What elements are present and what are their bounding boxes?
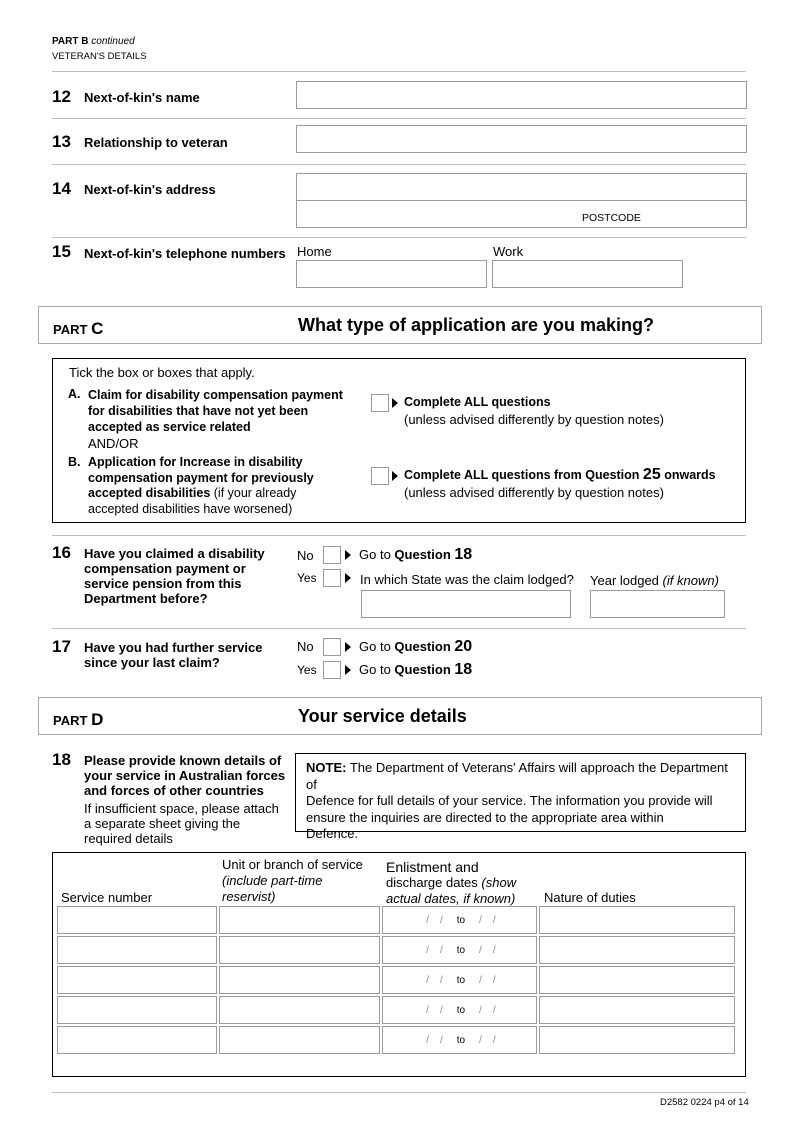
- service-number-cell[interactable]: [57, 996, 217, 1024]
- goto-number: 20: [454, 638, 473, 655]
- and-or-label: AND/OR: [88, 436, 139, 451]
- dates-cell[interactable]: [382, 966, 537, 994]
- goto-question: Question: [394, 639, 451, 654]
- option-b-line: accepted disabilities: [88, 486, 211, 500]
- to-label: to: [456, 1004, 466, 1016]
- work-label: Work: [493, 244, 524, 259]
- date-placeholder: / / to / /: [423, 974, 496, 986]
- q17-yes-goto: [359, 661, 472, 679]
- part-b-header: [52, 36, 135, 47]
- unit-branch-cell[interactable]: [219, 936, 380, 964]
- service-number-cell[interactable]: [57, 906, 217, 934]
- col-unit-branch: [222, 857, 363, 905]
- option-b-line-note: (if your already: [210, 486, 297, 500]
- continued-label: continued: [91, 36, 135, 47]
- note-label: NOTE:: [306, 760, 347, 775]
- goto-text: Go to: [359, 547, 391, 562]
- option-b-question-number: 25: [642, 466, 661, 483]
- nature-duties-cell[interactable]: [539, 906, 735, 934]
- question-18-line: and forces of other countries: [84, 783, 264, 798]
- col-dates: [386, 859, 516, 907]
- question-18-line: Please provide known details of: [84, 753, 282, 768]
- address-line-1-field[interactable]: [296, 173, 747, 201]
- question-16-line: compensation payment or: [84, 561, 246, 576]
- divider: [52, 535, 746, 536]
- dates-cell[interactable]: [382, 936, 537, 964]
- col-dates-line: discharge dates: [386, 875, 478, 890]
- note-line: ensure the inquiries are directed to the appropriate area within: [306, 809, 664, 825]
- dates-cell[interactable]: [382, 996, 537, 1024]
- q16-state-question: In which State was the claim lodged?: [360, 572, 574, 587]
- option-b-note: (unless advised differently by question notes): [404, 485, 664, 500]
- dates-cell[interactable]: [382, 1026, 537, 1054]
- col-dates-line: (show: [481, 875, 517, 890]
- note-box: [295, 753, 746, 841]
- date-placeholder: / / to / /: [423, 944, 496, 956]
- divider: [52, 628, 746, 629]
- part-c-tag: [53, 319, 103, 339]
- col-dates-line: Enlistment and: [386, 859, 479, 875]
- question-18-subline: If insufficient space, please attach: [84, 801, 279, 816]
- date-placeholder: / / to / /: [423, 1034, 496, 1046]
- table-row: [57, 996, 735, 1024]
- question-17-label: [84, 640, 262, 670]
- question-16-line: service pension from this: [84, 576, 242, 591]
- q17-yes-checkbox[interactable]: [323, 661, 341, 679]
- goto-text: Go to: [359, 639, 391, 654]
- postcode-label: POSTCODE: [582, 212, 641, 224]
- question-16-line: Have you claimed a disability: [84, 546, 265, 561]
- option-b-checkbox[interactable]: [371, 467, 389, 485]
- question-18-subtext: [84, 801, 279, 846]
- q16-no-label: No: [297, 548, 314, 563]
- part-d-word: PART: [53, 713, 88, 728]
- q16-no-goto: [359, 546, 472, 564]
- col-unit-line: (include part-time: [222, 873, 323, 888]
- to-label: to: [456, 1034, 466, 1046]
- q17-no-goto: [359, 638, 472, 656]
- service-number-cell[interactable]: [57, 1026, 217, 1054]
- question-18-subline: a separate sheet giving the: [84, 816, 241, 831]
- veterans-details-subtitle: VETERAN'S DETAILS: [52, 51, 147, 62]
- goto-number: 18: [454, 546, 473, 563]
- note-line: Defence for full details of your service. The information you provide will: [306, 793, 713, 808]
- unit-branch-cell[interactable]: [219, 996, 380, 1024]
- col-unit-line: reservist): [222, 889, 276, 904]
- year-lodged-note: (if known): [662, 573, 719, 588]
- col-service-number: Service number: [61, 890, 153, 905]
- arrow-right-icon: [392, 398, 398, 408]
- part-d-header: [38, 697, 762, 735]
- question-13-label: Relationship to veteran: [84, 135, 228, 150]
- divider: [52, 237, 746, 238]
- q16-yes-label: Yes: [297, 571, 317, 585]
- service-table-box: [52, 852, 746, 1077]
- question-16-label: [84, 546, 265, 606]
- option-b-letter: B.: [68, 455, 81, 469]
- question-16-number: 16: [52, 543, 71, 562]
- question-17-line: Have you had further service: [84, 640, 263, 655]
- nature-duties-cell[interactable]: [539, 936, 735, 964]
- work-phone-field[interactable]: [492, 260, 683, 288]
- question-18-number: 18: [52, 750, 71, 769]
- arrow-right-icon: [345, 550, 351, 560]
- option-b-line: accepted disabilities have worsened): [88, 501, 293, 516]
- question-18-subline: required details: [84, 831, 173, 846]
- part-b-label: PART B: [52, 36, 89, 47]
- year-lodged-text: Year lodged: [590, 573, 659, 588]
- question-15-label: Next-of-kin's telephone numbers: [84, 246, 286, 261]
- option-a-line: accepted as service related: [88, 420, 251, 434]
- next-of-kin-name-field[interactable]: [296, 81, 747, 109]
- divider: [52, 1092, 746, 1093]
- option-a-action: Complete ALL questions: [404, 395, 551, 409]
- option-a-note: (unless advised differently by question notes): [404, 412, 664, 427]
- divider: [52, 164, 746, 165]
- to-label: to: [456, 974, 466, 986]
- col-unit-line: Unit or branch of service: [222, 857, 363, 872]
- goto-question: Question: [394, 662, 451, 677]
- question-13-number: 13: [52, 132, 71, 151]
- table-row: [57, 1026, 735, 1054]
- question-17-line: since your last claim?: [84, 655, 220, 670]
- year-lodged-field[interactable]: [590, 590, 725, 618]
- col-dates-line: actual dates, if known): [386, 891, 516, 906]
- relationship-field[interactable]: [296, 125, 747, 153]
- option-a-checkbox[interactable]: [371, 394, 389, 412]
- part-c-letter: C: [91, 319, 104, 338]
- home-phone-field[interactable]: [296, 260, 487, 288]
- question-12-number: 12: [52, 87, 71, 106]
- goto-question: Question: [394, 547, 451, 562]
- note-line: The Department of Veterans' Affairs will approach the Department of: [306, 760, 728, 792]
- question-17-number: 17: [52, 637, 71, 656]
- part-d-tag: [53, 710, 103, 730]
- service-number-cell[interactable]: [57, 966, 217, 994]
- unit-branch-cell[interactable]: [219, 966, 380, 994]
- option-b-line: Application for Increase in disability: [88, 455, 303, 469]
- question-18-line: your service in Australian forces: [84, 768, 286, 783]
- divider: [52, 118, 746, 119]
- q17-no-label: No: [297, 639, 314, 654]
- unit-branch-cell[interactable]: [219, 1026, 380, 1054]
- col-nature-duties: Nature of duties: [544, 890, 636, 905]
- q16-yes-checkbox[interactable]: [323, 569, 341, 587]
- q16-year-label: [590, 573, 719, 588]
- question-12-label: Next-of-kin's name: [84, 90, 200, 105]
- home-label: Home: [297, 244, 332, 259]
- option-a-letter: A.: [68, 387, 81, 401]
- arrow-right-icon: [345, 665, 351, 675]
- part-d-title: Your service details: [298, 706, 467, 726]
- table-row: [57, 906, 735, 934]
- option-b-action: [404, 466, 716, 484]
- part-c-title: What type of application are you making?: [298, 315, 655, 335]
- state-lodged-field[interactable]: [361, 590, 571, 618]
- service-number-cell[interactable]: [57, 936, 217, 964]
- goto-text: Go to: [359, 662, 391, 677]
- q17-yes-label: Yes: [297, 663, 317, 677]
- part-c-word: PART: [53, 322, 88, 337]
- service-rows: [55, 904, 737, 1056]
- unit-branch-cell[interactable]: [219, 906, 380, 934]
- tick-instruction: Tick the box or boxes that apply.: [69, 365, 255, 380]
- date-placeholder: / / to / /: [423, 1004, 496, 1016]
- option-a-line: Claim for disability compensation payment: [88, 388, 343, 402]
- to-label: to: [456, 944, 466, 956]
- address-line-2-field[interactable]: [296, 200, 747, 228]
- option-b-action-end: onwards: [664, 468, 716, 482]
- date-placeholder: / / to / /: [423, 914, 496, 926]
- option-a-text: [88, 387, 343, 435]
- question-16-line: Department before?: [84, 591, 208, 606]
- question-14-label: Next-of-kin's address: [84, 182, 216, 197]
- option-a-line: for disabilities that have not yet been: [88, 404, 309, 418]
- q16-no-checkbox[interactable]: [323, 546, 341, 564]
- nature-duties-cell[interactable]: [539, 1026, 735, 1054]
- to-label: to: [456, 914, 466, 926]
- goto-number: 18: [454, 661, 473, 678]
- application-type-box: [52, 358, 746, 523]
- question-14-number: 14: [52, 179, 71, 198]
- nature-duties-cell[interactable]: [539, 966, 735, 994]
- option-b-action-text: Complete ALL questions from Question: [404, 468, 640, 482]
- option-b-text: [88, 455, 314, 517]
- nature-duties-cell[interactable]: [539, 996, 735, 1024]
- option-b-line: compensation payment for previously: [88, 470, 314, 485]
- arrow-right-icon: [392, 471, 398, 481]
- arrow-right-icon: [345, 642, 351, 652]
- table-row: [57, 936, 735, 964]
- form-code: D2582 0224 p4 of 14: [660, 1097, 749, 1108]
- divider: [52, 71, 746, 72]
- question-15-number: 15: [52, 242, 71, 261]
- table-row: [57, 966, 735, 994]
- dates-cell[interactable]: [382, 906, 537, 934]
- part-d-letter: D: [91, 710, 104, 729]
- q17-no-checkbox[interactable]: [323, 638, 341, 656]
- part-c-header: [38, 306, 762, 344]
- arrow-right-icon: [345, 573, 351, 583]
- question-18-label: [84, 753, 285, 798]
- note-line: Defence.: [306, 826, 359, 841]
